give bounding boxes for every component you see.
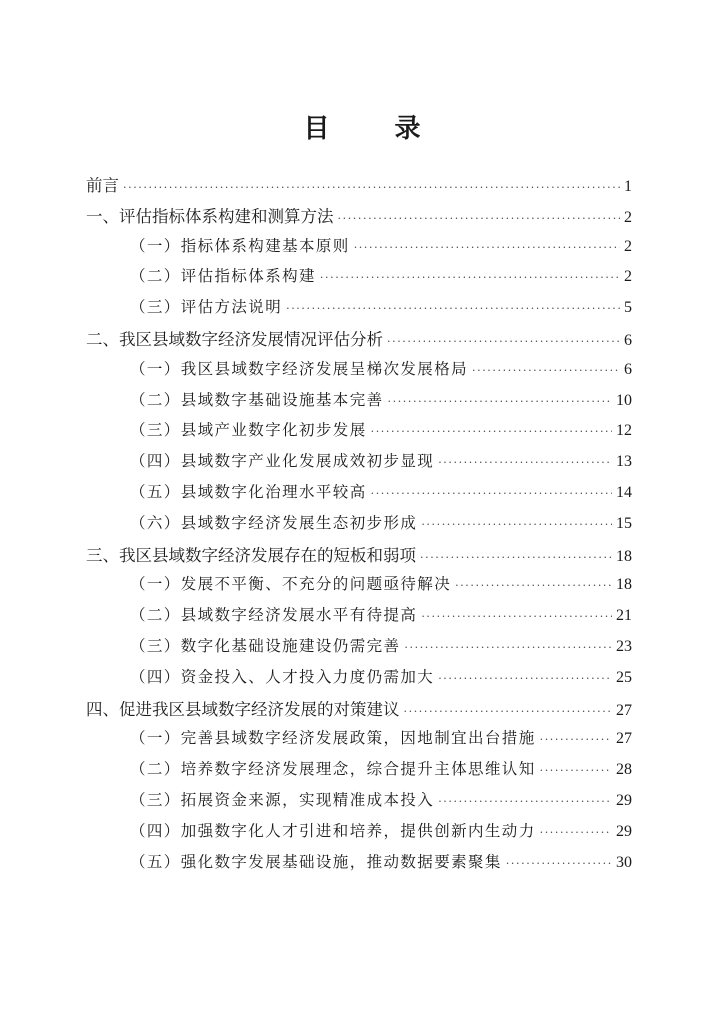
toc-page-number: 2: [624, 237, 632, 255]
toc-leader-dots: [540, 764, 612, 777]
toc-entry-label: （四）加强数字化人才引进和培养，提供创新内生动力: [130, 821, 536, 840]
toc-leader-dots: [320, 271, 620, 284]
toc-page-number: 29: [616, 791, 632, 809]
toc-entry-label: 四、促进我区县域数字经济发展的对策建议: [86, 699, 400, 719]
toc-section-entry[interactable]: [86, 757, 632, 788]
toc-page-number: 6: [624, 360, 632, 378]
toc-section-entry[interactable]: [86, 511, 632, 542]
toc-entry-label: （二）培养数字经济发展理念，综合提升主体思维认知: [130, 760, 536, 779]
toc-entry-label: 二、我区县域数字经济发展情况评估分析: [86, 329, 383, 349]
toc-section-entry[interactable]: [86, 234, 632, 265]
toc-leader-dots: [387, 335, 620, 348]
toc-leader-dots: [420, 551, 612, 564]
toc-section-entry[interactable]: [86, 388, 632, 419]
toc-leader-dots: [438, 795, 612, 808]
toc-section-entry[interactable]: [86, 726, 632, 757]
toc-section-entry[interactable]: [86, 603, 632, 634]
toc-leader-dots: [438, 672, 612, 685]
toc-chapter-entry[interactable]: [86, 542, 632, 573]
toc-entry-label: （三）数字化基础设施建设仍需完善: [130, 636, 401, 655]
toc-section-entry[interactable]: [86, 418, 632, 449]
toc-page-number: 5: [624, 299, 632, 317]
toc-entry-label: （四）县域数字产业化发展成效初步显现: [130, 452, 435, 471]
toc-section-entry[interactable]: [86, 665, 632, 696]
toc-entry-label: （一）完善县域数字经济发展政策，因地制宜出台措施: [130, 729, 536, 748]
toc-entry-label: 前言: [86, 176, 119, 195]
toc-page-number: 14: [616, 483, 632, 501]
toc-section-entry[interactable]: [86, 634, 632, 665]
table-of-contents: [86, 172, 632, 880]
toc-entry-label: （三）评估方法说明: [130, 298, 283, 317]
toc-chapter-entry[interactable]: [86, 172, 632, 203]
toc-page-number: 30: [616, 853, 632, 871]
toc-entry-label: 一、评估指标体系构建和测算方法: [86, 206, 334, 226]
toc-entry-label: （五）县域数字化治理水平较高: [130, 482, 367, 501]
toc-page-number: 6: [624, 331, 632, 349]
toc-entry-label: （三）拓展资金来源，实现精准成本投入: [130, 790, 435, 809]
toc-leader-dots: [354, 241, 620, 254]
toc-leader-dots: [338, 212, 621, 225]
toc-page-number: 2: [624, 208, 632, 226]
toc-entry-label: （二）县域数字基础设施基本完善: [130, 390, 384, 409]
toc-leader-dots: [472, 364, 620, 377]
toc-leader-dots: [421, 518, 612, 531]
toc-page-number: 25: [616, 668, 632, 686]
toc-leader-dots: [388, 395, 612, 408]
page-title: 目 录: [303, 114, 449, 144]
toc-page-number: 1: [624, 178, 632, 195]
toc-page-number: 23: [616, 637, 632, 655]
toc-entry-label: （二）评估指标体系构建: [130, 267, 316, 286]
toc-entry-label: （一）指标体系构建基本原则: [130, 236, 350, 255]
toc-page-number: 2: [624, 268, 632, 286]
toc-entry-label: （一）发展不平衡、不充分的问题亟待解决: [130, 575, 452, 594]
toc-page-number: 15: [616, 514, 632, 532]
toc-page-number: 10: [616, 391, 632, 409]
toc-leader-dots: [404, 641, 612, 654]
toc-entry-label: （五）强化数字发展基础设施，推动数据要素聚集: [130, 852, 502, 871]
toc-chapter-entry[interactable]: [86, 326, 632, 357]
toc-leader-dots: [404, 705, 613, 718]
toc-page-number: 13: [616, 453, 632, 471]
toc-page-number: 29: [616, 822, 632, 840]
toc-section-entry[interactable]: [86, 449, 632, 480]
toc-section-entry[interactable]: [86, 850, 632, 881]
toc-section-entry[interactable]: [86, 819, 632, 850]
toc-chapter-entry[interactable]: [86, 203, 632, 234]
toc-page-number: 18: [616, 576, 632, 594]
toc-section-entry[interactable]: [86, 788, 632, 819]
toc-page-number: 12: [616, 422, 632, 440]
toc-leader-dots: [123, 181, 620, 194]
toc-entry-label: （一）我区县域数字经济发展呈梯次发展格局: [130, 359, 469, 378]
toc-leader-dots: [540, 733, 612, 746]
toc-chapter-entry[interactable]: [86, 696, 632, 727]
toc-leader-dots: [286, 302, 620, 315]
toc-leader-dots: [506, 857, 612, 870]
toc-section-entry[interactable]: [86, 480, 632, 511]
toc-entry-label: （二）县域数字经济发展水平有待提高: [130, 606, 418, 625]
toc-section-entry[interactable]: [86, 572, 632, 603]
toc-leader-dots: [371, 425, 612, 438]
toc-page-number: 28: [616, 761, 632, 779]
toc-entry-label: 三、我区县域数字经济发展存在的短板和弱项: [86, 545, 416, 565]
toc-entry-label: （三）县域产业数字化初步发展: [130, 421, 367, 440]
toc-leader-dots: [540, 826, 612, 839]
toc-page-number: 21: [616, 607, 632, 625]
toc-page-number: 18: [616, 547, 632, 565]
toc-leader-dots: [371, 487, 612, 500]
toc-leader-dots: [455, 579, 612, 592]
toc-page-number: 27: [616, 701, 632, 719]
toc-leader-dots: [438, 456, 612, 469]
toc-entry-label: （六）县域数字经济发展生态初步形成: [130, 513, 418, 532]
toc-section-entry[interactable]: [86, 295, 632, 326]
toc-section-entry[interactable]: [86, 357, 632, 388]
toc-entry-label: （四）资金投入、人才投入力度仍需加大: [130, 667, 435, 686]
toc-leader-dots: [421, 610, 612, 623]
toc-page-number: 27: [616, 730, 632, 748]
toc-section-entry[interactable]: [86, 264, 632, 295]
